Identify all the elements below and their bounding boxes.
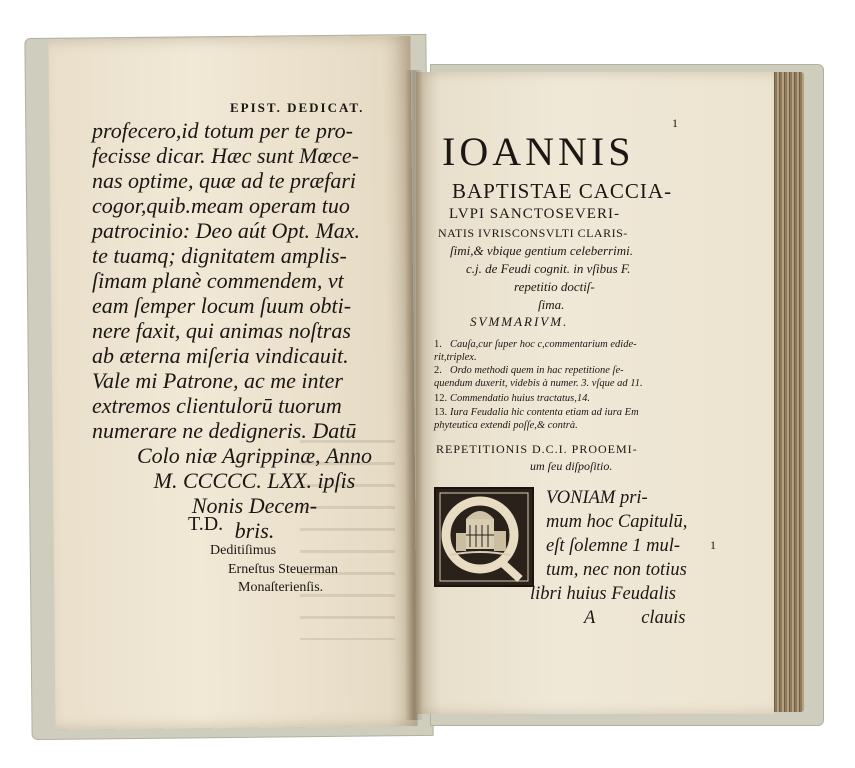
- margin-number: 1: [710, 538, 716, 552]
- signature-line-3: Monaſterienſis.: [238, 580, 324, 595]
- summarium-heading: SVMMARIVM.: [470, 314, 569, 329]
- summary-item: [434, 406, 684, 432]
- body-line: libri huius Feudalis: [530, 584, 676, 604]
- summary-text-cont: phyteutica extendi poſſe,& contrà.: [434, 420, 578, 431]
- page-number: 1: [672, 116, 678, 130]
- summary-item: [434, 338, 684, 364]
- title-line-5: ſimi,& vbique gentium celeberrimi.: [450, 243, 634, 258]
- body-line: tum, nec non totius: [546, 560, 687, 580]
- summary-text: Cauſa,cur ſuper hoc c,commentarium edide-: [450, 339, 637, 350]
- running-head: EPIST. DEDICAT.: [230, 100, 365, 115]
- text-line: eam ſemper locum ſuum obti-: [92, 293, 352, 318]
- text-line: ſimam planè commendem, vt: [92, 268, 344, 293]
- text-line: Nonis Decem-: [191, 493, 318, 518]
- repetitionis-heading: REPETITIONIS D.C.I. PROOEMI-: [436, 442, 638, 456]
- title-line-8: ſima.: [538, 297, 565, 312]
- page-edges: [770, 72, 804, 712]
- text-line: M. CCCCC. LXX. ipſis: [153, 468, 356, 493]
- text-line: profecero,id totum per te pro-: [92, 118, 353, 143]
- title-line-4: NATIS IVRISCONSVLTI CLARIS-: [438, 226, 628, 240]
- title-line-2: BAPTISTAE CACCIA-: [452, 179, 673, 203]
- signature-line-1: Deditiſimus: [210, 543, 277, 558]
- woodcut-illustration: [436, 489, 532, 585]
- title-line-7: repetitio doctiſ-: [514, 279, 595, 294]
- text-line: cogor,quib.meam operam tuo: [92, 193, 350, 218]
- body-line: A clauis: [584, 608, 686, 628]
- summary-text: Commendatio huius tractatus,14.: [450, 393, 591, 404]
- summary-item: [434, 392, 684, 405]
- repetitionis-subheading: um ſeu diſpoſitio.: [530, 459, 613, 473]
- summary-text-cont: quendum duxerit, videbis à numer. 3. vſque ad 11.: [434, 378, 643, 389]
- summary-number: 1.: [434, 339, 442, 350]
- text-line: extremos clientulorū tuorum: [92, 393, 342, 418]
- summary-number: 13.: [434, 407, 448, 418]
- body-line: mum hoc Capitulū,: [546, 512, 688, 532]
- summary-item: [434, 364, 684, 390]
- text-line: bris.: [234, 518, 275, 543]
- body-line: eſt ſolemne 1 mul-: [546, 536, 681, 556]
- summary-text-cont: rit,triplex.: [434, 352, 477, 363]
- body-line: VONIAM pri-: [546, 488, 648, 508]
- text-line: Colo niæ Agrippinæ, Anno: [136, 443, 373, 468]
- summary-text: Ordo methodi quem in hac repetitione ſe-: [450, 365, 624, 376]
- woodcut-initial-q: [434, 487, 534, 587]
- signature-initials: T.D.: [188, 513, 224, 535]
- summary-number: 2.: [434, 365, 442, 376]
- title-line-3: LVPI SANCTOSEVERI-: [449, 206, 620, 222]
- title-line-6: c.j. de Feudi cognit. in vſibus F.: [466, 261, 631, 276]
- signature-line-2: Erneſtus Steuerman: [228, 562, 339, 577]
- text-line: ab æterna miſeria vindicauit.: [92, 343, 349, 368]
- text-line: nas optime, quæ ad te præfari: [92, 168, 357, 193]
- title-main: IOANNIS: [442, 129, 635, 174]
- text-line: Vale mi Patrone, ac me inter: [92, 368, 343, 393]
- dedication-text: [92, 118, 417, 543]
- summary-text: Iura Feudalia hic contenta etiam ad iura Em: [450, 407, 639, 418]
- text-line: numerare ne dedigneris. Datū: [92, 418, 357, 443]
- text-line: patrocinio: Deo aút Opt. Max.: [92, 218, 361, 243]
- text-line: fecisse dicar. Hæc sunt Mœce-: [92, 143, 359, 168]
- text-line: te tuamq; dignitatem amplis-: [92, 243, 347, 268]
- text-line: nere faxit, qui animas noſtras: [92, 318, 351, 343]
- summary-number: 12.: [434, 393, 448, 404]
